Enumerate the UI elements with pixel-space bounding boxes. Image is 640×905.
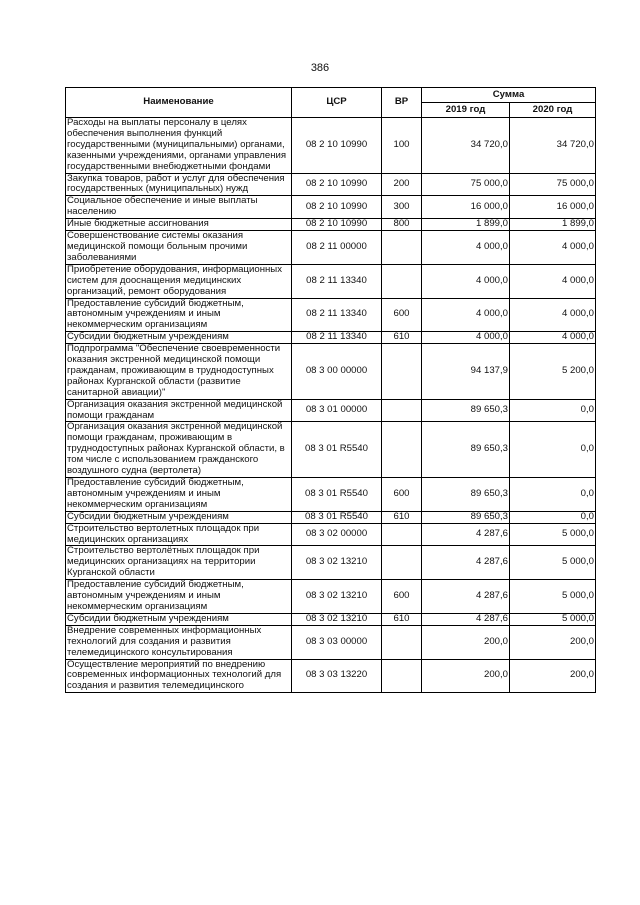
- row-sum-2020: 5 000,0: [510, 580, 596, 614]
- row-sum-2019: 200,0: [422, 625, 510, 659]
- table-row: [66, 118, 596, 174]
- table-row: [66, 523, 596, 546]
- header-2020: 2020 год: [510, 103, 596, 118]
- row-vr: [382, 264, 422, 298]
- row-csr: 08 2 10 10990: [292, 219, 382, 231]
- header-csr: ЦСР: [292, 88, 382, 118]
- table-row: [66, 264, 596, 298]
- row-vr: [382, 344, 422, 400]
- row-name: Подпрограмма "Обеспечение своевременности оказания экстренной медицинской помощи гражданам, проживающим в труднодоступных районах Курганской области (развитие санитарной авиации)": [66, 344, 292, 400]
- row-sum-2020: 200,0: [510, 625, 596, 659]
- row-vr: [382, 399, 422, 422]
- row-csr: 08 3 01 R5540: [292, 422, 382, 478]
- table-row: [66, 173, 596, 196]
- row-sum-2019: 89 650,3: [422, 399, 510, 422]
- row-vr: 800: [382, 219, 422, 231]
- row-name: Строительство вертолётных площадок при медицинских организациях на территории Курганской области: [66, 546, 292, 580]
- row-name: Иные бюджетные ассигнования: [66, 219, 292, 231]
- row-vr: 100: [382, 118, 422, 174]
- row-sum-2019: 1 899,0: [422, 219, 510, 231]
- table-row: [66, 399, 596, 422]
- row-vr: [382, 231, 422, 265]
- row-name: Закупка товаров, работ и услуг для обеспечения государственных (муниципальных) нужд: [66, 173, 292, 196]
- row-sum-2020: 4 000,0: [510, 231, 596, 265]
- row-vr: 600: [382, 298, 422, 332]
- row-sum-2020: 4 000,0: [510, 264, 596, 298]
- row-sum-2019: 89 650,3: [422, 422, 510, 478]
- row-vr: [382, 659, 422, 693]
- row-csr: 08 3 03 13220: [292, 659, 382, 693]
- row-sum-2019: 89 650,3: [422, 478, 510, 512]
- row-name: Субсидии бюджетным учреждениям: [66, 332, 292, 344]
- row-sum-2019: 16 000,0: [422, 196, 510, 219]
- table-row: [66, 659, 596, 693]
- row-csr: 08 3 01 R5540: [292, 478, 382, 512]
- row-csr: 08 2 11 13340: [292, 264, 382, 298]
- row-sum-2020: 75 000,0: [510, 173, 596, 196]
- row-vr: 200: [382, 173, 422, 196]
- row-csr: 08 2 10 10990: [292, 118, 382, 174]
- row-name: Строительство вертолетных площадок при медицинских организациях: [66, 523, 292, 546]
- row-sum-2020: 5 000,0: [510, 523, 596, 546]
- row-sum-2019: 4 287,6: [422, 580, 510, 614]
- row-sum-2019: 34 720,0: [422, 118, 510, 174]
- row-name: Субсидии бюджетным учреждениям: [66, 613, 292, 625]
- table-row: [66, 344, 596, 400]
- row-sum-2020: 0,0: [510, 422, 596, 478]
- row-name: Совершенствование системы оказания медицинской помощи больным прочими заболеваниями: [66, 231, 292, 265]
- page-number: 386: [310, 62, 330, 74]
- row-csr: 08 3 02 13210: [292, 580, 382, 614]
- row-name: Организация оказания экстренной медицинской помощи гражданам, проживающим в труднодоступных районах Курганской области, в том числе с использованием гражданского воздушного судна (вертолета): [66, 422, 292, 478]
- row-sum-2019: 75 000,0: [422, 173, 510, 196]
- row-sum-2019: 4 287,6: [422, 523, 510, 546]
- table-row: [66, 298, 596, 332]
- row-name: Внедрение современных информационных технологий для создания и развития телемедицинского консультирования: [66, 625, 292, 659]
- table-row: [66, 332, 596, 344]
- row-name: Осуществление мероприятий по внедрению современных информационных технологий для создания и развития телемедицинского: [66, 659, 292, 693]
- row-csr: 08 3 00 00000: [292, 344, 382, 400]
- row-name: Субсидии бюджетным учреждениям: [66, 511, 292, 523]
- row-name: Приобретение оборудования, информационных систем для дооснащения медицинских организаций, ремонт оборудования: [66, 264, 292, 298]
- row-sum-2020: 1 899,0: [510, 219, 596, 231]
- row-vr: 600: [382, 580, 422, 614]
- header-sum: Сумма: [422, 88, 596, 103]
- table-row: [66, 511, 596, 523]
- row-sum-2020: 34 720,0: [510, 118, 596, 174]
- table-row: [66, 625, 596, 659]
- row-csr: 08 2 11 00000: [292, 231, 382, 265]
- row-csr: 08 2 10 10990: [292, 196, 382, 219]
- row-sum-2019: 4 000,0: [422, 264, 510, 298]
- row-sum-2020: 0,0: [510, 478, 596, 512]
- row-vr: [382, 523, 422, 546]
- row-name: Расходы на выплаты персоналу в целях обеспечения выполнения функций государственными (муниципальными) органами, казенными учреждениями, органами управления государственными внебюджетными фондами: [66, 118, 292, 174]
- row-name: Предоставление субсидий бюджетным, автономным учреждениям и иным некоммерческим организациям: [66, 298, 292, 332]
- row-name: Организация оказания экстренной медицинской помощи гражданам: [66, 399, 292, 422]
- row-vr: 610: [382, 511, 422, 523]
- table-row: [66, 478, 596, 512]
- row-vr: 610: [382, 613, 422, 625]
- header-vr: ВР: [382, 88, 422, 118]
- row-sum-2020: 5 200,0: [510, 344, 596, 400]
- row-sum-2020: 4 000,0: [510, 332, 596, 344]
- row-sum-2019: 4 000,0: [422, 298, 510, 332]
- row-csr: 08 3 01 00000: [292, 399, 382, 422]
- row-sum-2020: 0,0: [510, 511, 596, 523]
- row-sum-2019: 4 000,0: [422, 332, 510, 344]
- row-sum-2020: 200,0: [510, 659, 596, 693]
- row-sum-2020: 0,0: [510, 399, 596, 422]
- row-csr: 08 3 01 R5540: [292, 511, 382, 523]
- row-csr: 08 2 11 13340: [292, 298, 382, 332]
- row-vr: 600: [382, 478, 422, 512]
- table-row: [66, 219, 596, 231]
- row-csr: 08 3 02 13210: [292, 546, 382, 580]
- table-row: [66, 422, 596, 478]
- row-sum-2019: 4 287,6: [422, 613, 510, 625]
- row-name: Предоставление субсидий бюджетным, автономным учреждениям и иным некоммерческим организациям: [66, 580, 292, 614]
- row-sum-2020: 16 000,0: [510, 196, 596, 219]
- row-vr: [382, 625, 422, 659]
- row-csr: 08 2 11 13340: [292, 332, 382, 344]
- table-row: [66, 231, 596, 265]
- header-2019: 2019 год: [422, 103, 510, 118]
- row-name: Предоставление субсидий бюджетным, автономным учреждениям и иным некоммерческим организациям: [66, 478, 292, 512]
- row-vr: 610: [382, 332, 422, 344]
- budget-table: [65, 87, 596, 693]
- row-vr: [382, 422, 422, 478]
- table-row: [66, 613, 596, 625]
- row-sum-2019: 200,0: [422, 659, 510, 693]
- table-row: [66, 546, 596, 580]
- row-sum-2020: 4 000,0: [510, 298, 596, 332]
- header-name: Наименование: [66, 88, 292, 118]
- row-csr: 08 2 10 10990: [292, 173, 382, 196]
- row-vr: 300: [382, 196, 422, 219]
- row-csr: 08 3 02 00000: [292, 523, 382, 546]
- row-name: Социальное обеспечение и иные выплаты населению: [66, 196, 292, 219]
- row-csr: 08 3 02 13210: [292, 613, 382, 625]
- row-sum-2019: 89 650,3: [422, 511, 510, 523]
- table-row: [66, 196, 596, 219]
- row-vr: [382, 546, 422, 580]
- row-sum-2019: 94 137,9: [422, 344, 510, 400]
- row-csr: 08 3 03 00000: [292, 625, 382, 659]
- row-sum-2019: 4 000,0: [422, 231, 510, 265]
- row-sum-2019: 4 287,6: [422, 546, 510, 580]
- table-row: [66, 580, 596, 614]
- row-sum-2020: 5 000,0: [510, 613, 596, 625]
- row-sum-2020: 5 000,0: [510, 546, 596, 580]
